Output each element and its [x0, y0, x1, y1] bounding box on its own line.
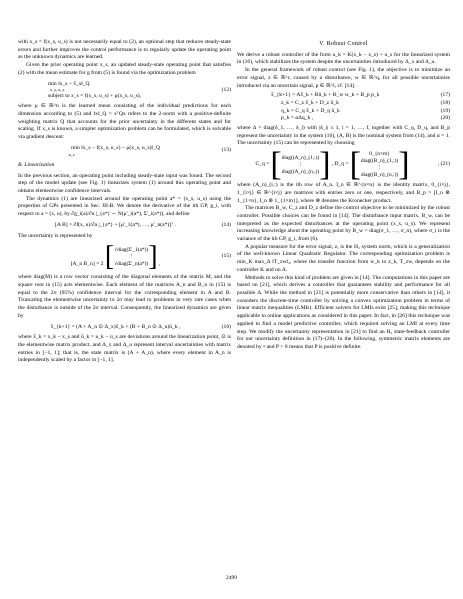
equation-text: min ‖x_s − x̂_s‖_Q — [48, 80, 90, 87]
equation-number: (20) — [440, 115, 450, 122]
equation-number: (19) — [440, 107, 450, 114]
matrix-entry: ⋮ — [128, 253, 134, 260]
equation-text: x̃_{k+1} = (A + A_n ⊙ Δ_x)x̃_k + (B + B_n ⊙ Δ_u)ũ_k , — [50, 323, 181, 330]
matrix: [ √diag(Σ'_1(a*)) ⋮ √diag(Σ'_n(a*)) ] — [104, 241, 158, 273]
equation-text: x̃_{k+1} = Ax̃_k + Bũ_k + B_w w_k + B_p p_k — [271, 92, 380, 99]
equation-text: min ‖x_s − f(x_s, u_s) − μ(x_s, u_s)‖_Q — [71, 144, 160, 151]
equation-number: , (21) — [437, 161, 450, 168]
paragraph: Methods to solve this kind of problem are given in [14]. The computations in this paper are based on [21], which derives a controller that guarantees stability and performance for all possible Δ. While the method in [21] is potentially more conservative than others in [14], it considers the discrete-time controller by solving a convex optimization problem in terms of linear matrix inequalities (LMIs). Efficient solvers for LMIs exist [25], making this technique applicable to online applications as considered in this paper. In fact, in [26] this technique was applied to find a model predictive controller, which required solving an LMI at every time step. We modify the uncertainty representation in [21] to find an H₂ state-feedback controller for our uncertainty definition in (17)–(20). In the following, symmetric matrix elements are denoted by • and P > 0 means that P is positive definite. — [237, 274, 450, 350]
matrix: [ diag((A_n)_(1,:)) ⋮ diag((A_n)_(n,:)) ] — [270, 146, 331, 184]
matrix-entry: diag((A_n)_(1,:)) — [281, 154, 320, 161]
matrix-entry: √diag(Σ'_n(a*)) — [114, 260, 149, 267]
equation-number: (14) — [221, 221, 231, 228]
equation-number: (13) — [221, 147, 231, 154]
paragraph: where diag(M) is a row vector consisting of the diagonal elements of the matrix M, and the square root in (15) acts elementwise. Each element of the matrices A_n and B_n in (15) is equal to the 2σ (95%) confidence interval for the corresponding element in A and B. Truncating the elementwise uncertainty to 2σ may lead to problems in very rare cases when the disturbance is outside of the 2σ interval. Consequently, the linearized dynamics are given by — [18, 274, 231, 319]
equation-text: , D_q = — [331, 161, 349, 168]
page-number: 2499 — [225, 575, 238, 581]
paragraph: We derive a robust controller of the form u_k = K(x_k − x_s) + u_s for the linearized system in (16), which stabilizes the system despite the uncertainties introduced by Δ_x and Δ_u. — [237, 51, 450, 66]
equation-number: (12) — [221, 86, 231, 93]
equation-text: p_k = αΔq_k , — [281, 115, 314, 122]
paragraph: In the previous section, an operating point including steady-state input was found. The second step of the model update (see Fig. 1) linearizes system (1) around this operating point and obtains elementwise confidence intervals. — [18, 172, 231, 195]
right-column — [237, 39, 450, 352]
equation-12 — [18, 81, 231, 101]
equation-14 — [18, 222, 231, 230]
equation-number: (17) — [440, 92, 450, 99]
subsection-title: B. Linearization — [18, 161, 55, 168]
paragraph: In the general framework of robust control (see Fig. 1), the objective is to minimize an error signal, z ∈ ℝ^r, caused by a disturbance, w ∈ ℝ^q, for all possible uncertainties introduced via an uncertain signal, p ∈ ℝ^l, cf. [14]. — [237, 67, 450, 89]
section-title: V. Robust Control — [319, 41, 368, 47]
paragraph: The dynamics (1) are linearized around the operating point a* = (x_s, u_s) using the properties of GPs presented in Sec. III-B. We denote the derivative of the ith GP, g_i, with respect to a = (x, u), by ∂g_i(a)/∂a |_{a*} ∼ N(μ'_i(a*), Σ'_i(a*)), and define — [18, 195, 231, 218]
matrix-entry: diag((B_n)_(n,:)) — [360, 172, 399, 179]
equation-subscript: x_s, u_s — [50, 87, 65, 93]
paragraph: The uncertainty is represented by — [18, 232, 93, 239]
equation-text: z_k = C_z x̃_k + D_z ũ_k — [281, 99, 339, 106]
equation-number: (15) — [221, 253, 231, 260]
paragraph: where μ ∈ ℝ^n is the learned mean consisting of the individual predictions for each dimension according to (5) and ‖x‖_Q = xᵀQx refers to the 2-norm with a positive-definite weighting matrix Q that accounts for the prior uncertainty in the different states and for scaling. If x_s is known, a simpler optimization problem can be formulated, which is solvable via gradient descent: — [18, 103, 231, 141]
matrix-entry: diag((B_n)_(1,:)) — [360, 158, 399, 165]
equation-text: C_q = — [255, 161, 270, 168]
equation-15: [A_n B_n] = 2 [ √diag(Σ'_1(a*)) ⋮ √diag(Σ'_n(a*)) ] , (15) — [70, 241, 231, 273]
paragraph: where (A_n)_(i,:) is the ith row of A_n, I_n ∈ ℝ^{n×n} is the identity matrix, 0_{i×j}, 1_{i×j} ∈ ℝ^{i×j} are matrices with entries zero or one, respectively, and B_p = [I_n ⊗ 1_{1×n}, I_n ⊗ 1_{1×m}], where ⊗ denotes the Kronecker product. — [237, 182, 450, 204]
paragraph: The matrices B_w, C_z and D_z define the control objective to be minimized by the robust controller. Possible choices can be found in [14]. The disturbance input matrix, B_w, can be interpreted as the expected disturbances at the operating point (x_s, u_s). We represent increasing knowledge about the operating point by B_w = diag(σ_1, …, σ_n), where σ_i is the variance of the ith GP, g_i, from (6). — [237, 205, 450, 243]
equation-13 — [18, 145, 231, 157]
matrix-entry: diag((A_n)_(n,:)) — [281, 168, 320, 175]
equation-text: [A_n B_n] = 2 — [70, 261, 104, 268]
paragraph: with x_s = f(x_s, u_s) is not necessarily equal to (2), an optional step that reduces steady-state errors and further improves the control performance is to regularly update the operating point as the unknown dynamics are learned. — [18, 39, 231, 61]
equation-number: (18) — [440, 99, 450, 106]
matrix-entry: ⋮ — [376, 165, 383, 172]
equation-text: subject to x_s = f(x_s, u_s) + μ(x_s, u_s), — [48, 92, 142, 99]
equation-text: [A B] = ∂f(x, u)/∂a |_{a*} + [μ'_1(a*), …, μ'_n(a*)]ᵀ . — [55, 221, 176, 228]
equation-subscript: u_s — [68, 151, 75, 157]
paragraph: where Δ = diag(δ_1, …, δ_l) with |δ_i| ≤ 1, i = 1, …, f, together with C_q, D_q, and B_p represent the uncertainty in the system (16), (A, B) is the nominal system from (14), and α = 1. The uncertainty (15) can be represented by choosing — [237, 125, 450, 147]
matrix-entry: √diag(Σ'_1(a*)) — [114, 246, 149, 253]
equation-text: q_k = C_q x̃_k + D_q ũ_k — [281, 107, 340, 114]
matrix: [ 0_{n×m} diag((B_n)_(1,:)) ⋮ diag((B_n)_(n,:)) ] — [349, 146, 410, 184]
equation-number: (16) — [221, 323, 231, 330]
equation-21 — [237, 146, 450, 184]
paragraph: where x̃_k = x_k − x_s and ũ_k = u_k − u_s are deviations around the linearization point, ⊙ is the elementwise matrix product, and Δ_x and Δ_u represent interval uncertainties with matrix entries in [−1, 1]; that is, the state matrix is (A + A_n), where every element in A_n is independently scaled by a factor in [−1, 1]. — [18, 334, 231, 364]
paragraph: A popular measure for the error signal, z, is the H₂ system norm, which is a generalization of the well-known Linear Quadratic Regulator. The corresponding optimization problem is min_K max_Δ ‖T_zw‖₂, where the transfer function from w_k to z_k, T_zw, depends on the controller K and on Δ. — [237, 243, 450, 273]
equation-17-20 — [237, 92, 450, 123]
matrix-entry: ⋮ — [297, 161, 304, 168]
paragraph: Given the prior operating point x_s, an updated steady-state operating point that satisfies (2) with the mean estimate for g from (5) is found via the optimization problem — [18, 62, 231, 76]
left-column — [18, 39, 231, 365]
matrix-entry: 0_{n×m} — [369, 151, 390, 158]
equation-16 — [18, 324, 231, 332]
